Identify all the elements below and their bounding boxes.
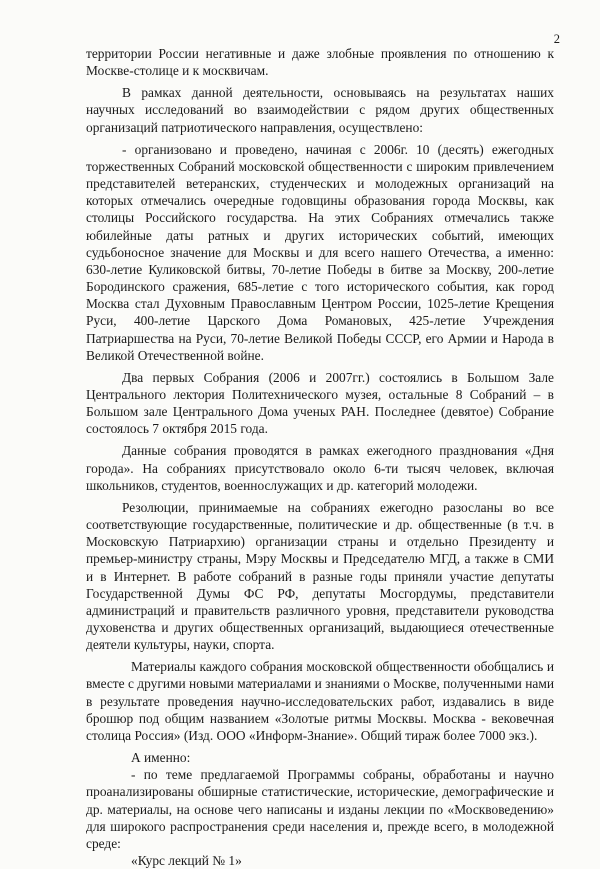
page-number: 2 — [553, 32, 560, 46]
paragraph-assemblies: - организовано и проведено, начиная с 2006г. 10 (десять) ежегодных торжественных Собраний московской общественности с широким привлечением представителей ветеранских, студенческих и молодежных организаций на которых отмечались очередные годовщины образования города Москвы, как столицы Российского государства. На этих Собраниях отмечались также юбилейные даты ратных и других исторических событий, имеющих судьбоносное значение для Москвы и для всего нашего Отечества, а именно: 630-летие Куликовской битвы, 70-летие Победы в битве за Москву, 200-летие Бородинского сражения, 685-летие с того исторического события, как город Москва стал Духовным Православным Центром России, 1025-летие Крещения Руси, 400-летие Царского Дома Романовых, 425-летие Учреждения Патриаршества на Руси, 70-летие Великой Победы СССР, его Армии и Народа в Великой Отечественной войне. — [86, 141, 554, 363]
paragraph-continuation: территории России негативные и даже злобные проявления по отношению к Москве-столице и к москвичам. — [86, 46, 554, 79]
paragraph-program: - по теме предлагаемой Программы собраны, обработаны и научно проанализированы обширные статистические, исторические, демографические и др. материалы, на основе чего написаны и изданы лекции по «Москвоведению» для широкого распространения среди населения и, прежде всего, в молодежной среде: — [86, 767, 554, 851]
document-body — [86, 45, 554, 869]
paragraph-materials: Материалы каждого собрания московской общественности обобщались и вместе с другими новыми материалами и знаниями о Москве, полученными нами в результате проведения научно-исследовательских работ, издавались в виде брошюр под общим названием «Золотые ритмы Москвы. Москва - вековечная столица Россия» (Изд. ООО «Информ-Знание». Общий тираж более 7000 экз.). — [86, 659, 554, 743]
paragraph-resolutions: Резолюции, принимаемые на собраниях ежегодно разосланы во все соответствующие государственные, политические и др. общественные (в т.ч. в Московскую Патриархию) организации страны и отдельно Президенту и премьер-министру страны, Мэру Москвы и Председателю МГД, а также в СМИ и в Интернет. В работе собраний в разные годы приняли участие депутаты Государственной Думы ФС РФ, депутаты Мосгордумы, представители администраций и правительств различного уровня, представители руководства духовенства и других общественных организаций, выдающиеся отечественные деятели культуры, науки, спорта. — [86, 499, 554, 653]
paragraph-namely: А именно: — [131, 750, 191, 766]
paragraph-city-day: Данные собрания проводятся в рамках ежегодного празднования «Дня города». На собраниях присутствовало около 6-ти тысяч человек, включая школьников, студентов, военнослужащих и др. категорий молодежи. — [86, 443, 554, 493]
paragraph-first-assemblies: Два первых Собрания (2006 и 2007гг.) состоялись в Большом Зале Центрального лектория Политехнического музея, остальные 8 Собраний – в Большом зале Центрального Дома ученых РАН. Последнее (девятое) Собрание состоялось 7 октября 2015 года. — [86, 369, 554, 437]
paragraph-lecture-course: «Курс лекций № 1» — [131, 853, 242, 869]
paragraph-intro: В рамках данной деятельности, основываясь на результатах наших научных исследований во взаимодействии с рядом других общественных организаций патриотического направления, осуществлено: — [86, 85, 554, 135]
